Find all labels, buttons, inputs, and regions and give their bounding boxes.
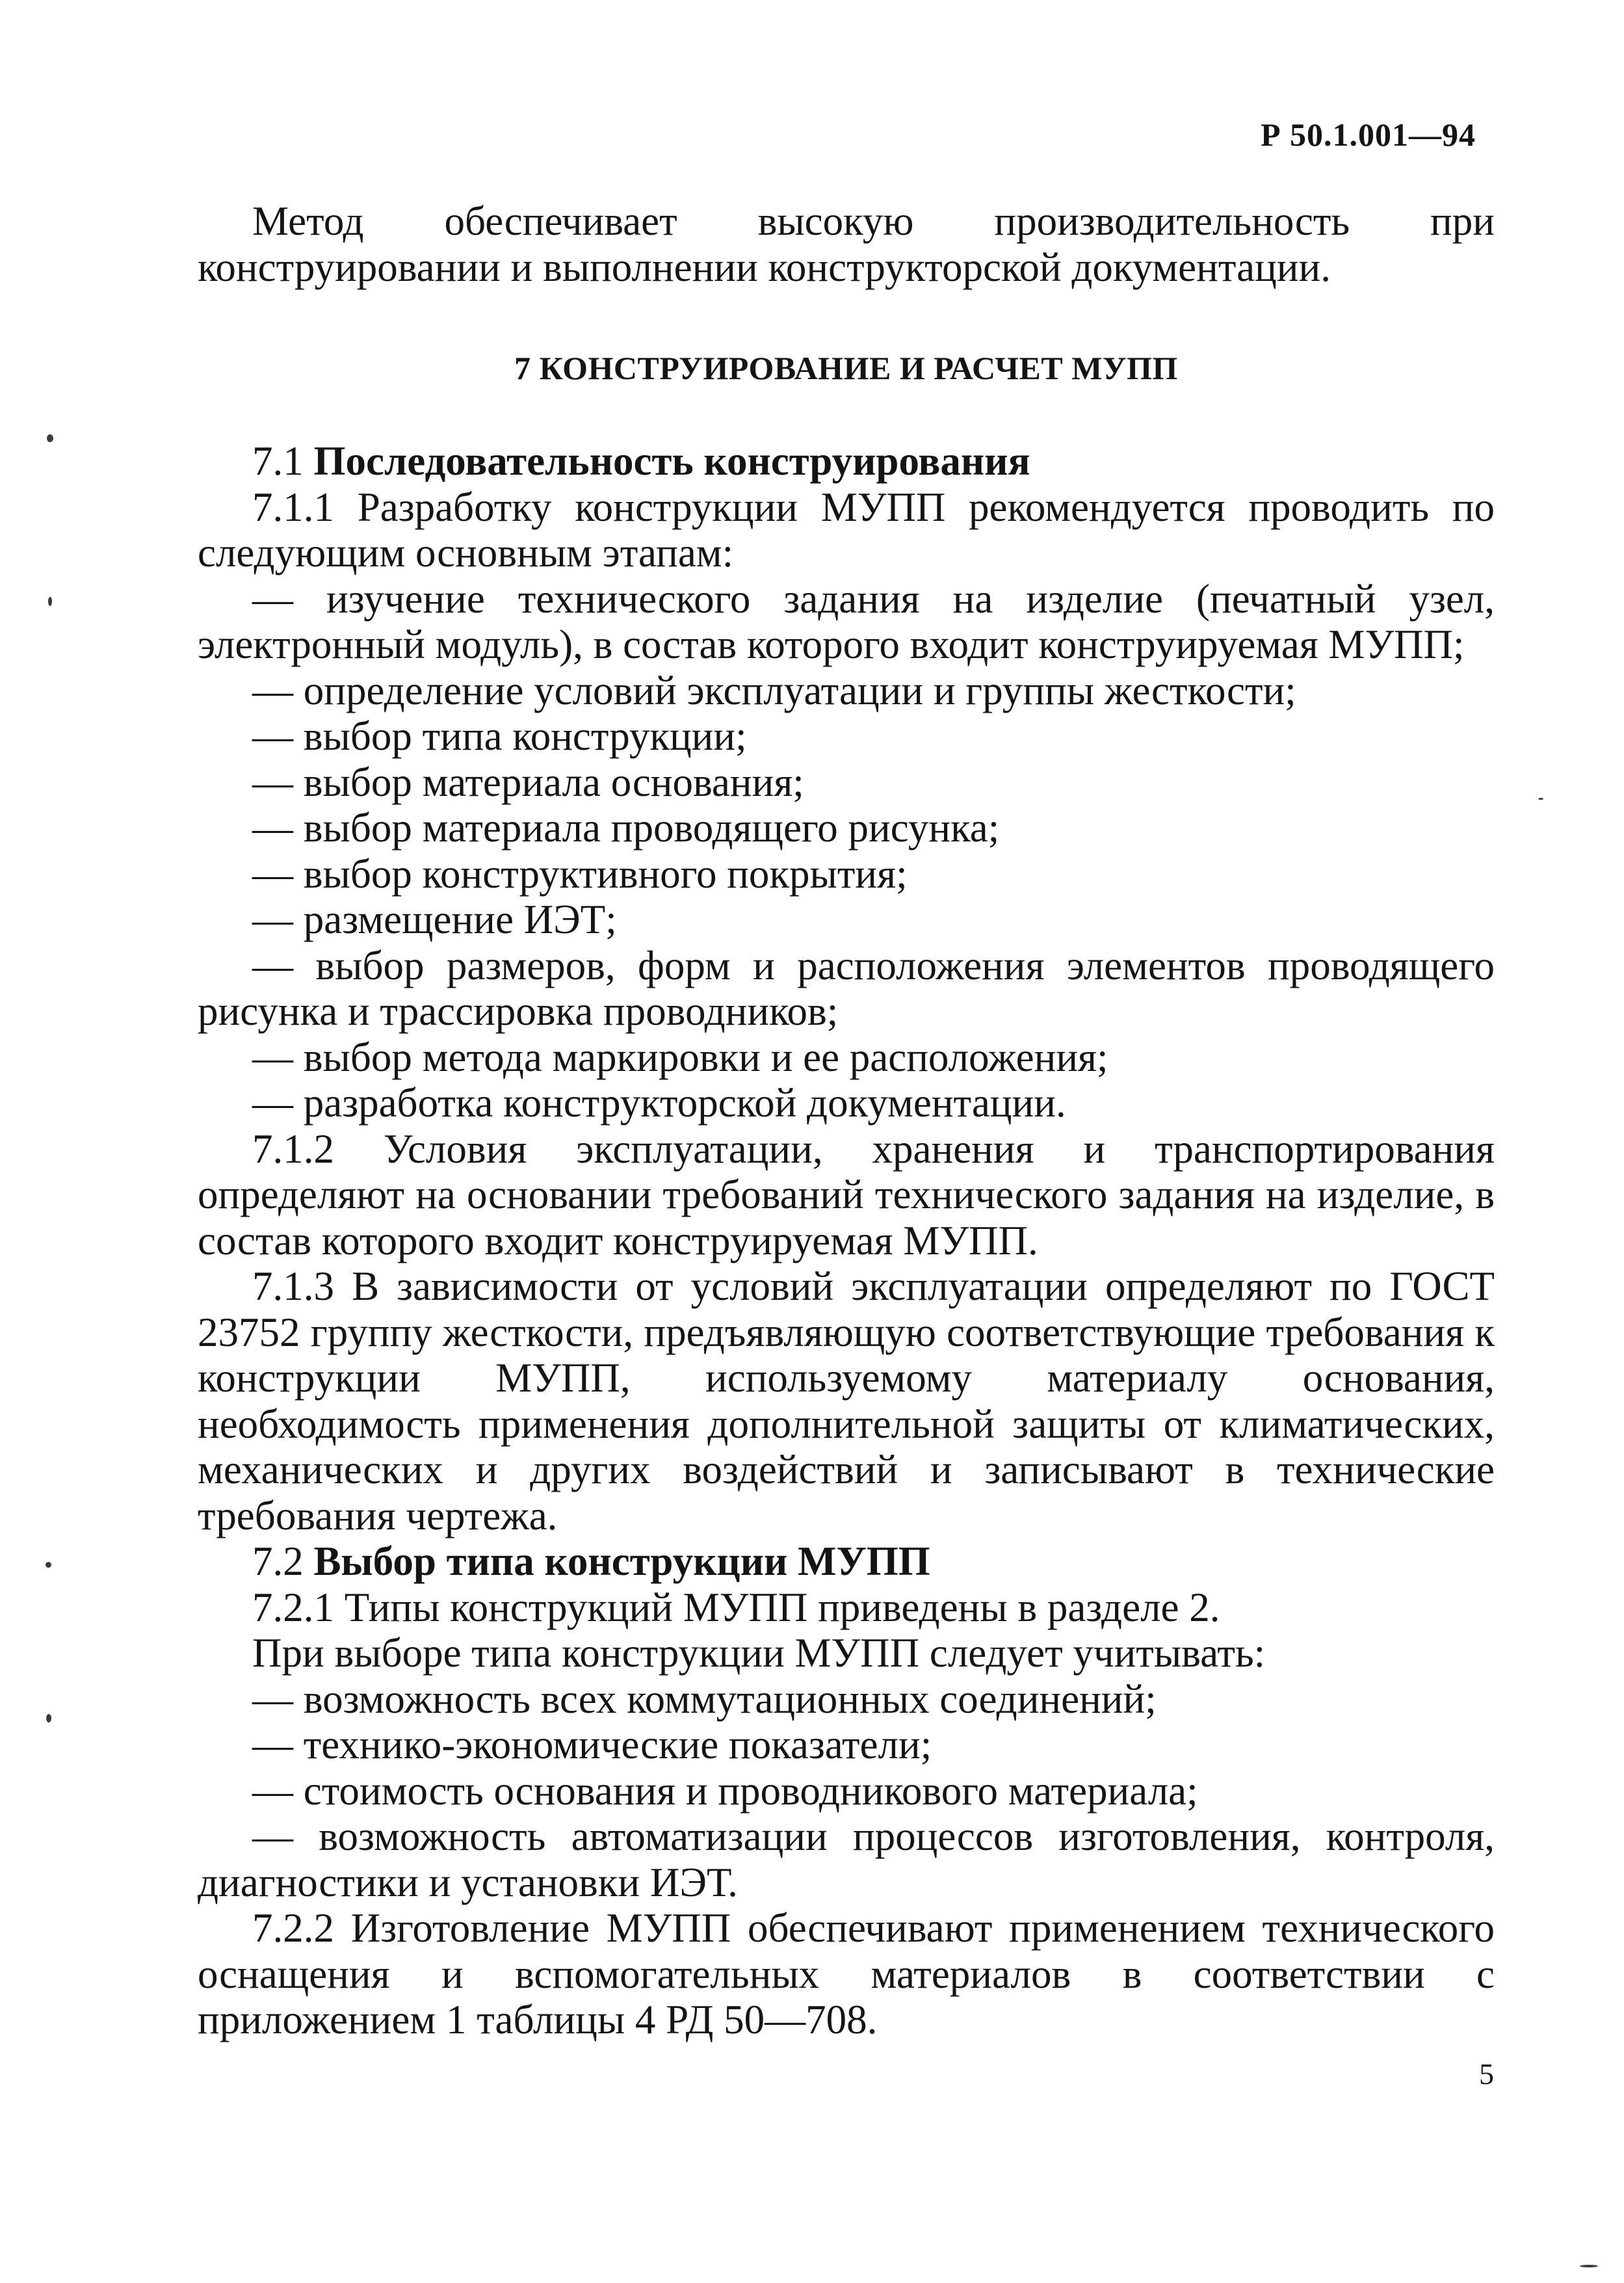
subsection-number: 7.1 [252, 438, 304, 484]
page-number: 5 [1479, 2057, 1494, 2091]
subsection-title: Выбор типа конструкции МУПП [313, 1538, 930, 1584]
scan-speck [46, 1562, 51, 1568]
list-item: — возможность всех коммутационных соединений; [252, 1676, 1157, 1722]
scan-speck [47, 434, 53, 442]
paragraph-7-1-3: 7.1.3 В зависимости от условий эксплуатации определяют по ГОСТ 23752 группу жесткости, предъявляющую соответствующие требования к конструкции МУПП, используемому материалу основания, необходимость применения дополнительной защиты от климатических, механических и других воздействий и записывают в технические требования чертежа. [198, 1263, 1495, 1538]
scan-speck [1538, 798, 1543, 800]
section-title: 7 КОНСТРУИРОВАНИЕ И РАСЧЕТ МУПП [514, 350, 1178, 386]
document-code: Р 50.1.001—94 [1260, 116, 1476, 153]
scan-speck [48, 597, 52, 606]
paragraph-7-2-1-lead: При выборе типа конструкции МУПП следует учитывать: [252, 1630, 1266, 1676]
subsection-number: 7.2 [252, 1538, 304, 1584]
list-item: — выбор типа конструкции; [252, 713, 747, 759]
list-item: — выбор метода маркировки и ее расположения; [252, 1034, 1108, 1080]
list-item: — определение условий эксплуатации и группы жесткости; [252, 667, 1296, 713]
subsection-title: Последовательность конструирования [313, 438, 1030, 484]
paragraph-7-2-2: 7.2.2 Изготовление МУПП обеспечивают применением технического оснащения и вспомогательных материалов в соответствии с приложением 1 таблицы 4 РД 50—708. [198, 1905, 1495, 2042]
intro-paragraph: Метод обеспечивает высокую производительность при конструировании и выполнении конструкторской документации. [198, 198, 1495, 290]
subsection-heading-7-2 [198, 1538, 1495, 1585]
scan-speck [46, 1714, 51, 1722]
list-item: — выбор материала основания; [252, 759, 804, 805]
paragraph-7-2-1: 7.2.1 Типы конструкций МУПП приведены в разделе 2. [252, 1584, 1220, 1630]
list-item: — выбор материала проводящего рисунка; [252, 805, 1000, 851]
list-item: — выбор размеров, форм и расположения элементов проводящего рисунка и трассировка проводников; [198, 942, 1495, 1034]
paragraph-7-1-1: 7.1.1 Разработку конструкции МУПП рекомендуется проводить по следующим основным этапам: [198, 484, 1495, 575]
list-item: — возможность автоматизации процессов изготовления, контроля, диагностики и установки ИЭТ. [198, 1814, 1495, 1905]
list-item: — изучение технического задания на изделие (печатный узел, электронный модуль), в состав которого входит конструируемая МУПП; [198, 575, 1495, 667]
paragraph-7-1-2: 7.1.2 Условия эксплуатации, хранения и транспортирования определяют на основании требований технического задания на изделие, в состав которого входит конструируемая МУПП. [198, 1126, 1495, 1263]
list-item: — размещение ИЭТ; [252, 897, 617, 942]
subsection-heading-7-1 [198, 438, 1495, 484]
list-item: — стоимость основания и проводникового материала; [252, 1767, 1198, 1814]
page-body [198, 198, 1495, 2043]
list-item: — разработка конструкторской документации. [252, 1080, 1066, 1126]
list-item: — выбор конструктивного покрытия; [252, 851, 908, 897]
list-item: — технико-экономические показатели; [252, 1722, 932, 1767]
scan-speck [1580, 2265, 1598, 2267]
